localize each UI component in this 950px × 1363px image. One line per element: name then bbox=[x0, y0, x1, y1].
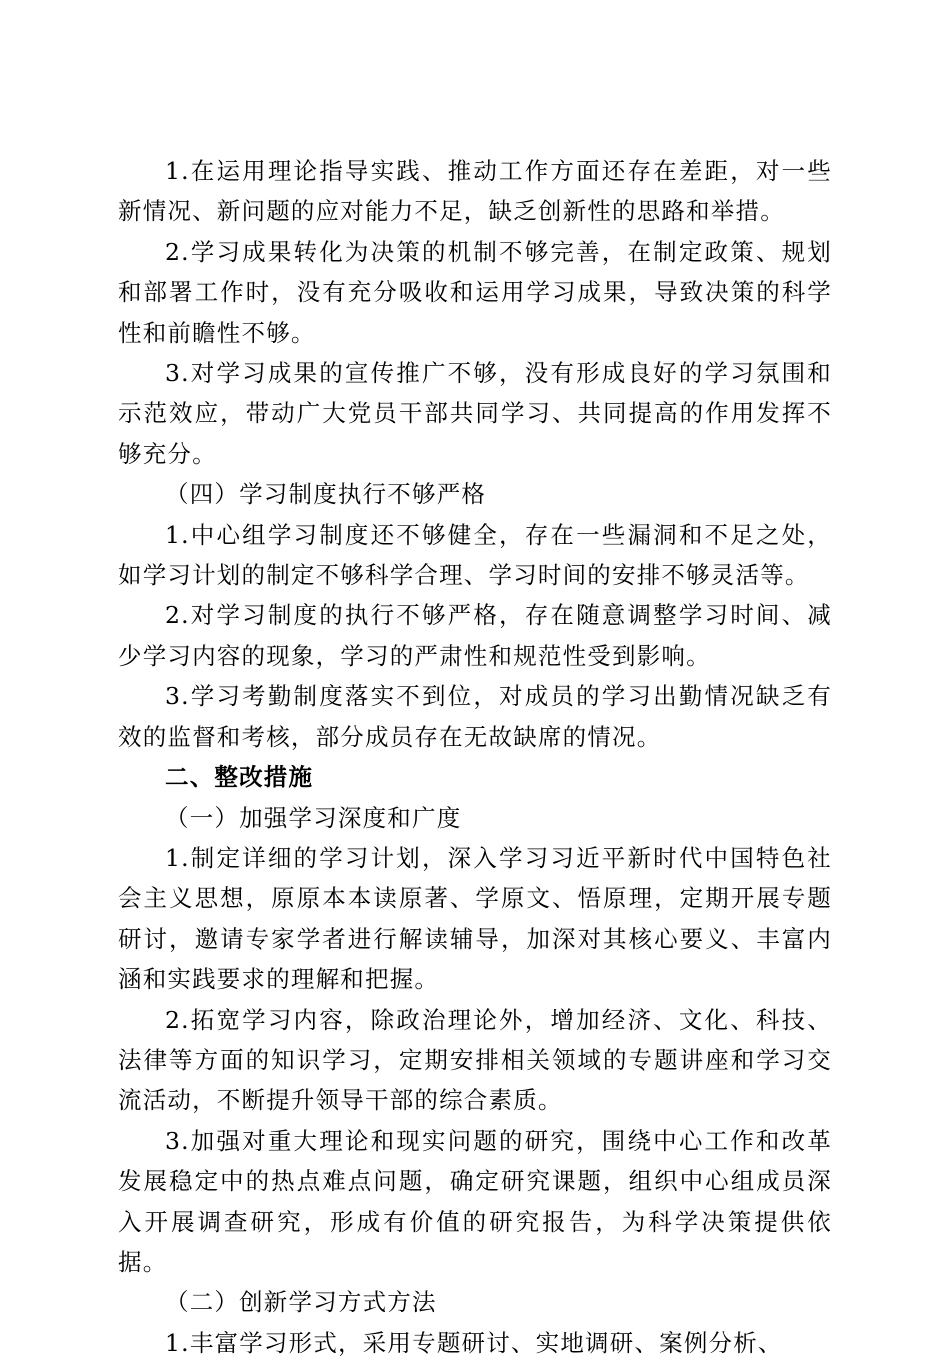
paragraph-3-1: 1.在运用理论指导实践、推动工作方面还存在差距，对一些新情况、新问题的应对能力不足，缺乏创新性的思路和举措。 bbox=[118, 157, 832, 226]
paragraph-1-1: 1.制定详细的学习计划，深入学习习近平新时代中国特色社会主义思想，原原本本读原著、学原文、悟原理，定期开展专题研讨，邀请专家学者进行解读辅导，加深对其核心要义、丰富内涵和实践要求的理解和把握。 bbox=[118, 843, 832, 994]
document-body bbox=[118, 151, 832, 1363]
chapter-heading-rectification: 二、整改措施 bbox=[165, 763, 314, 792]
paragraph-1-2: 2.拓宽学习内容，除政治理论外，增加经济、文化、科技、法律等方面的知识学习，定期安排相关领域的专题讲座和学习交流活动，不断提升领导干部的综合素质。 bbox=[118, 1005, 832, 1115]
paragraph-4-1: 1.中心组学习制度还不够健全，存在一些漏洞和不足之处，如学习计划的制定不够科学合理、学习时间的安排不够灵活等。 bbox=[118, 520, 832, 590]
section-heading-2: （二）创新学习方式方法 bbox=[165, 1288, 437, 1317]
paragraph-2-1: 1.丰富学习形式，采用专题研讨、实地调研、案例分析、 bbox=[165, 1328, 783, 1357]
paragraph-3-2: 2.学习成果转化为决策的机制不够完善，在制定政策、规划和部署工作时，没有充分吸收和运用学习成果，导致决策的科学性和前瞻性不够。 bbox=[118, 237, 832, 347]
paragraph-4-2: 2.对学习制度的执行不够严格，存在随意调整学习时间、减少学习内容的现象，学习的严肃性和规范性受到影响。 bbox=[118, 601, 832, 670]
paragraph-4-3: 3.学习考勤制度落实不到位，对成员的学习出勤情况缺乏有效的监督和考核，部分成员存在无故缺席的情况。 bbox=[118, 682, 832, 751]
section-heading-1: （一）加强学习深度和广度 bbox=[165, 803, 462, 832]
section-heading-4: （四）学习制度执行不够严格 bbox=[165, 480, 487, 509]
paragraph-3-3: 3.对学习成果的宣传推广不够，没有形成良好的学习氛围和示范效应，带动广大党员干部共同学习、共同提高的作用发挥不够充分。 bbox=[118, 359, 832, 468]
paragraph-1-3: 3.加强对重大理论和现实问题的研究，围绕中心工作和改革发展稳定中的热点难点问题，确定研究课题，组织中心组成员深入开展调查研究，形成有价值的研究报告，为科学决策提供依据。 bbox=[118, 1126, 832, 1276]
